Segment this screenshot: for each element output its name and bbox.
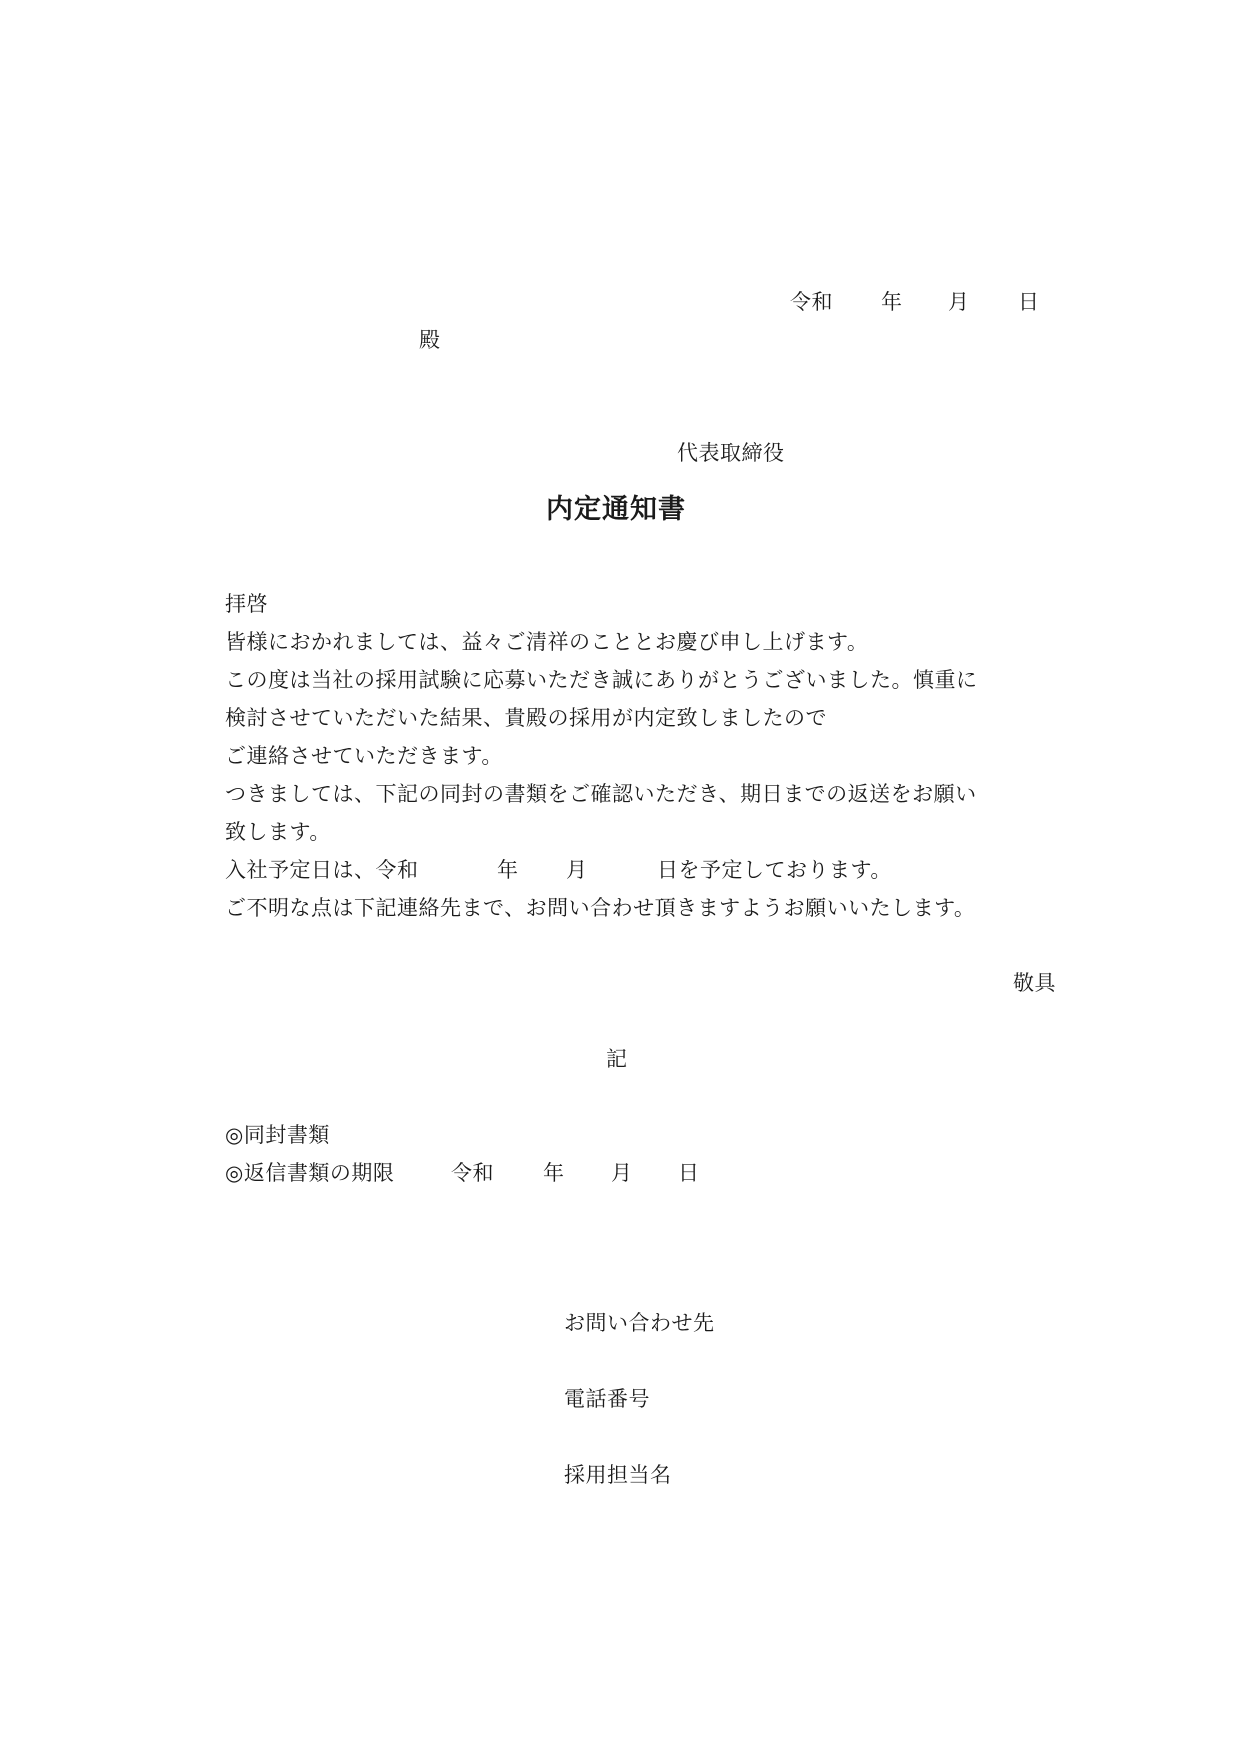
start-date-suffix: 日を予定しております。: [657, 858, 892, 882]
body-line: ご連絡させていただきます。: [225, 744, 503, 768]
deadline-year: 年: [543, 1161, 565, 1185]
date-day: 日: [1018, 290, 1040, 314]
contact-staff-label: 採用担当名: [564, 1463, 672, 1487]
closing-request: ご不明な点は下記連絡先まで、お問い合わせ頂きますようお願いいたします。: [225, 896, 976, 920]
start-date-prefix: 入社予定日は、令和: [225, 858, 419, 882]
record-heading: 記: [606, 1047, 628, 1071]
start-date-month: 月: [566, 858, 588, 882]
date-year: 年: [881, 290, 903, 314]
body-line: この度は当社の採用試験に応募いただき誠にありがとうございました。慎重に: [225, 668, 978, 692]
opening-greeting: 拝啓: [225, 592, 268, 616]
date-month: 月: [948, 290, 970, 314]
start-date-year: 年: [497, 858, 519, 882]
body-line: 致します。: [225, 820, 331, 844]
body-line: 検討させていただいた結果、貴殿の採用が内定致しましたので: [225, 706, 827, 730]
document-title: 内定通知書: [546, 494, 686, 525]
enclosed-documents: ◎同封書類: [225, 1123, 330, 1147]
deadline-month: 月: [611, 1161, 633, 1185]
contact-phone-label: 電話番号: [564, 1387, 650, 1411]
contact-heading: お問い合わせ先: [564, 1311, 715, 1335]
body-line: 皆様におかれましては、益々ご清祥のこととお慶び申し上げます。: [225, 630, 869, 654]
closing-salutation: 敬具: [1013, 971, 1056, 995]
deadline-era: 令和: [451, 1161, 494, 1185]
body-line: つきましては、下記の同封の書類をご確認いただき、期日までの返送をお願い: [225, 782, 977, 806]
deadline-label: ◎返信書類の期限: [225, 1161, 395, 1185]
sender-title: 代表取締役: [677, 441, 785, 465]
date-era: 令和: [790, 290, 833, 314]
recipient-suffix: 殿: [419, 328, 441, 352]
deadline-day: 日: [678, 1161, 700, 1185]
